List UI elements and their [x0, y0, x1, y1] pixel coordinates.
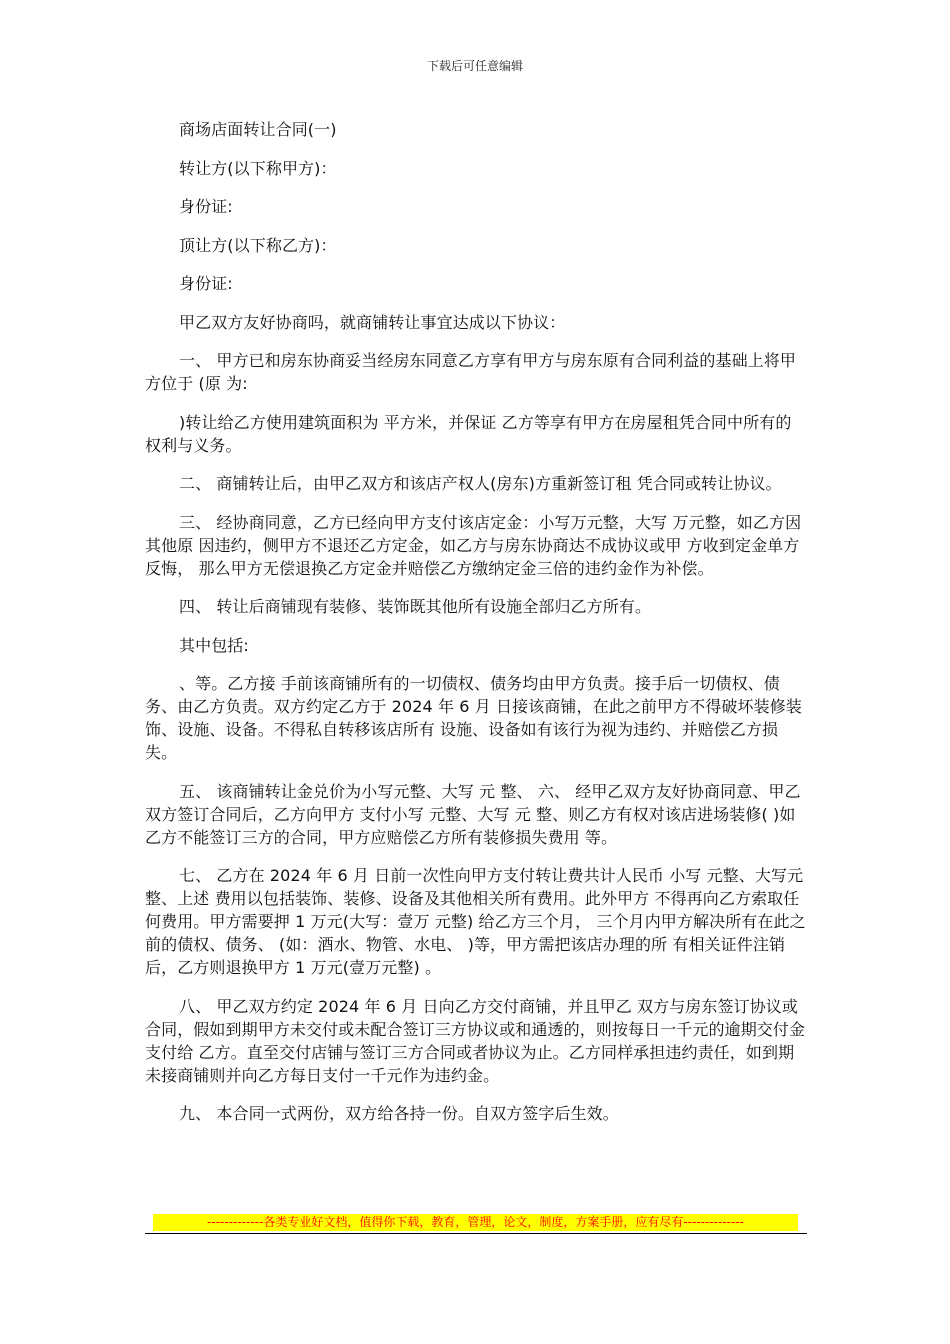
- clause-4-details: 、等。乙方接 手前该商铺所有的一切债权、债务均由甲方负责。接手后一切债权、债务、由乙方负责。双方约定乙方于 2024 年 6 月 日接该商铺，在此之前甲方不得破坏装修装饰、设施、设备。不得私自转移该店所有 设施、设备如有该行为视为违约、并赔偿乙方损失。: [145, 674, 802, 762]
- footer-divider: [145, 1233, 807, 1234]
- transferee-line: 顶让方(以下称乙方)：: [179, 235, 337, 255]
- transferor-id-line: 身份证:: [179, 197, 233, 216]
- clause-8: 八、 甲乙双方约定 2024 年 6 月 日向乙方交付商铺，并且甲乙 双方与房东签订协议或合同，假如到期甲方未交付或未配合签订三方协议或和通透的，则按每日一千元的逾期交付金支付给 乙方。直至交付店铺与签订三方合同或者协议为止。乙方同样承担违约责任，如到期未接商铺则并向乙方每日支付一千元作为违约金。: [145, 996, 806, 1085]
- clause-3: 三、 经协商同意，乙方已经向甲方支付该店定金：小写万元整，大写 万元整，如乙方因其他原 因违约，侧甲方不退还乙方定金，如乙方与房东协商达不成协议或甲 方收到定金单方反悔， 那么甲方无偿退换乙方定金并赔偿乙方缴纳定金三倍的违约金作为补偿。: [145, 512, 802, 578]
- page-header-note: 下载后可任意编辑: [426, 59, 523, 73]
- clause-9: 九、 本合同一式两份，双方给各持一份。自双方签字后生效。: [179, 1104, 619, 1123]
- clause-7: 七、 乙方在 2024 年 6 月 日前一次性向甲方支付转让费共计人民币 小写 元整、大写元整、上述 费用以包括装饰、装修、设备及其他相关所有费用。此外甲方 不得再向乙方索取任何费用。甲方需要押 1 万元(大写：壹万 元整) 给乙方三个月， 三个月内甲方解决所有在此之前的债权、债务、 (如：酒水、物管、水电、 )等，甲方需把该店办理的所 有相关证件注销后，乙方则退换甲方 1 万元(壹万元整) 。: [145, 866, 806, 977]
- transferor-line: 转让方(以下称甲方)：: [179, 158, 337, 178]
- footer-promo-banner: -------------各类专业好文档，值得你下载，教育，管理，论文，制度，方案手册，应有尽有--------------: [153, 1214, 798, 1231]
- document-title: 商场店面转让合同(一): [179, 120, 337, 139]
- preamble-paragraph: 甲乙双方友好协商吗，就商铺转让事宜达成以下协议：: [179, 312, 566, 332]
- clause-1-continued: )转让给乙方使用建筑面积为 平方米，并保证 乙方等享有甲方在房屋租凭合同中所有的权利与义务。: [145, 412, 792, 455]
- clause-1: 一、 甲方已和房东协商妥当经房东同意乙方享有甲方与房东原有合同利益的基础上将甲方位于 (原 为:: [145, 351, 796, 393]
- clause-5-6: 五、 该商铺转让金兑价为小写元整、大写 元 整、 六、 经甲乙双方友好协商同意、甲乙双方签订合同后，乙方向甲方 支付小写 元整、大写 元 整、则乙方有权对该店进场装修( )如 乙方不能签订三方的合同，甲方应赔偿乙方所有装修损失费用 等。: [145, 781, 801, 847]
- clause-4-includes: 其中包括:: [179, 635, 249, 655]
- clause-2: 二、 商铺转让后，由甲乙双方和该店产权人(房东)方重新签订租 凭合同或转让协议。: [179, 474, 782, 493]
- document-body: [145, 118, 807, 1141]
- clause-4: 四、 转让后商铺现有装修、装饰既其他所有设施全部归乙方所有。: [179, 597, 652, 616]
- transferee-id-line: 身份证:: [179, 274, 233, 293]
